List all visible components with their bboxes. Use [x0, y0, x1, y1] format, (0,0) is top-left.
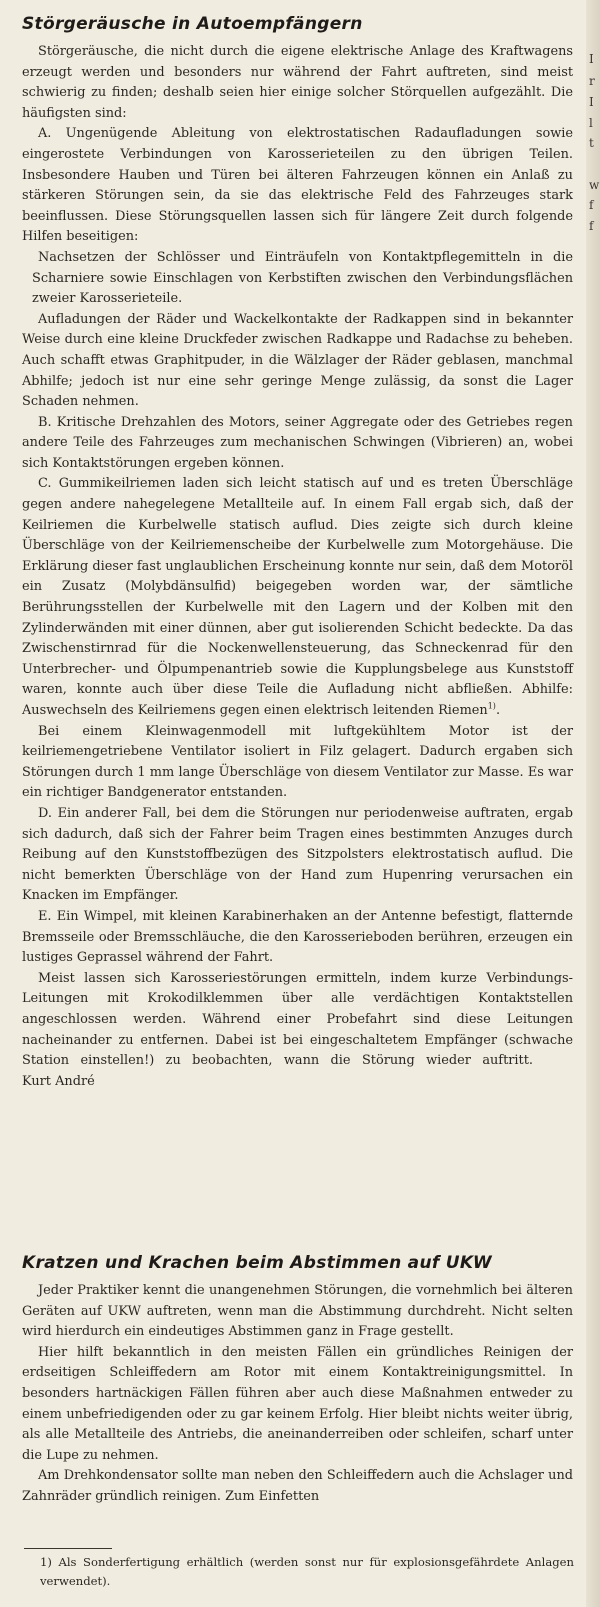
margin-mark: I	[589, 52, 594, 66]
paragraph: B. Kritische Drehzahlen des Motors, seiner Aggregate oder des Getriebes regen andere Teile des Fahrzeuges zum mechanischen Schwingen (Vibrieren) an, wobei sich Kontaktstörungen ergeben können.	[22, 414, 573, 471]
paragraph: Jeder Praktiker kennt die unangenehmen Störungen, die vornehmlich bei älteren Geräten auf UKW auftreten, wenn man die Abstimmung durchdreht. Nicht selten wird hierdurch ein eindeutiges Abstimmen ganz in Frage gestellt.	[22, 1283, 573, 1340]
article-autoempfaenger	[22, 14, 573, 1092]
footnote-divider	[24, 1548, 112, 1549]
paragraph: Bei einem Kleinwagenmodell mit luftgekühltem Motor ist der keilriemengetriebene Ventilator isoliert in Filz gelagert. Dadurch ergaben sich Störungen durch 1 mm lange Überschläge von diesem Ventilator zur Masse. Es war ein richtiger Bandgenerator entstanden.	[22, 723, 573, 801]
margin-mark: w	[589, 178, 600, 192]
article-ukw	[22, 1253, 573, 1508]
paragraph: Hier hilft bekanntlich in den meisten Fällen ein gründliches Reinigen der erdseitigen Schleiffedern am Rotor mit einem Kontaktreinigungsmittel. In besonders hartnäckigen Fällen führen aber auch diese Maßnahmen entweder zu einem unbefriedigenden oder zu gar keinem Erfolg. Hier bleibt nichts weiter übrig, als alle Metallteile des Antriebs, die aneinanderreiben oder schleifen, scharf unter die Lupe zu nehmen.	[22, 1344, 573, 1463]
paragraph-text: Meist lassen sich Karosseriestörungen ermitteln, indem kurze Verbindungs-Leitungen mit Krokodilklemmen über alle verdächtigen Kontaktstellen angeschlossen werden. Während einer Probefahrt sind diese Leitungen nacheinander zu entfernen. Dabei ist bei eingeschaltetem Empfänger (schwache Station einstellen!) zu beobachten, wann die Störung wieder auftritt.	[22, 970, 573, 1069]
adjacent-page-edge	[586, 0, 600, 1607]
margin-mark: f	[589, 198, 594, 212]
paragraph-text: C. Gummikeilriemen laden sich leicht statisch auf und es treten Überschläge gegen andere nahegelegene Metallteile auf. In einem Fall ergab sich, daß der Keilriemen die Kurbelwelle statisch auflud. Dies zeigte sich durch kleine Überschläge von der Keilriemenscheibe der Kurbelwelle zum Motorgehäuse. Die Erklärung dieser fast unglaublichen Erscheinung konnte nur sein, daß dem Motoröl ein Zusatz (Molybdänsulfid) beigegeben worden war, der sämtliche Berührungsstellen der Kurbelwelle mit den Lagern und der Kolben mit den Zylinderwänden mit einer dünnen, aber gut isolierenden Schicht bedeckte. Da das Zwischenstirnrad für die Nockenwellensteuerung, das Schneckenrad für den Unterbrecher- und Ölpumpenantrieb sowie die Kupplungsbelege aus Kunststoff waren, konnte auch über diese Teile die Aufladung nicht abfließen. Abhilfe: Auswechseln des Keilriemens gegen einen elektrisch leitenden Riemen	[22, 476, 573, 718]
footnote-reference: 1)	[487, 701, 496, 711]
margin-mark: f	[589, 219, 594, 233]
paragraph: Nachsetzen der Schlösser und Einträufeln von Kontaktpflegemitteln in die Scharniere sowie Einschlagen von Kerbstiften zwischen den Verbindungsflächen zweier Karosserieteile.	[32, 249, 573, 307]
footnote: 1) Als Sonderfertigung erhältlich (werden sonst nur für explosionsgefährdete Anlagen verwendet).	[40, 1555, 574, 1588]
paragraph: Störgeräusche, die nicht durch die eigene elektrische Anlage des Kraftwagens erzeugt werden und besonders nur während der Fahrt auftreten, sind meist schwierig zu finden; deshalb seien hier einige solcher Störquellen aufgezählt. Die häufigsten sind:	[22, 44, 573, 121]
paragraph-end: .	[495, 703, 501, 718]
paragraph: Aufladungen der Räder und Wackelkontakte der Radkappen sind in bekannter Weise durch eine kleine Druckfeder zwischen Radkappe und Radachse zu beheben. Auch schafft etwas Graphitpuder, in die Wälzlager der Räder geblasen, manchmal Abhilfe; jedoch ist nur eine sehr geringe Menge zulässig, da sonst die Lager Schaden nehmen.	[22, 311, 573, 410]
paragraph: E. Ein Wimpel, mit kleinen Karabinerhaken an der Antenne befestigt, flatternde Bremsseile oder Bremsschläuche, die den Karosserieboden berühren, erzeugen ein lustiges Geprassel während der Fahrt.	[22, 908, 573, 966]
paragraph: A. Ungenügende Ableitung von elektrostatischen Radaufladungen sowie eingerostete Verbindungen von Karosserieteilen zu den übrigen Teilen. Insbesondere Hauben und Türen bei älteren Fahrzeugen können ein Anlaß zu stärkeren Störungen sein, da sie das elektrische Feld des Fahrzeuges stark beeinflussen. Diese Störungsquellen lassen sich für längere Zeit durch folgende Hilfen beseitigen:	[22, 126, 573, 245]
paragraph: Am Drehkondensator sollte man neben den Schleiffedern auch die Achslager und Zahnräder gründlich reinigen. Zum Einfetten	[22, 1468, 573, 1504]
margin-mark: l	[589, 116, 593, 130]
paragraph	[22, 474, 573, 721]
article-title: Störgeräusche in Autoempfängern	[22, 14, 363, 34]
margin-mark: t	[589, 136, 594, 150]
paragraph: D. Ein anderer Fall, bei dem die Störungen nur periodenweise auftraten, ergab sich dadurch, daß sich der Fahrer beim Tragen eines bestimmten Anzuges durch Reibung auf den Kunststoffbezügen des Sitzpolsters elektrostatisch auflud. Die nicht bemerkten Überschläge von der Hand zum Hupenring verursachen ein Knacken im Empfänger.	[22, 805, 573, 904]
author: Kurt André	[22, 1073, 95, 1089]
article-title: Kratzen und Krachen beim Abstimmen auf UKW	[22, 1253, 492, 1273]
paragraph-with-signature	[22, 969, 573, 1093]
margin-mark: r	[589, 74, 595, 88]
margin-mark: I	[589, 95, 594, 109]
